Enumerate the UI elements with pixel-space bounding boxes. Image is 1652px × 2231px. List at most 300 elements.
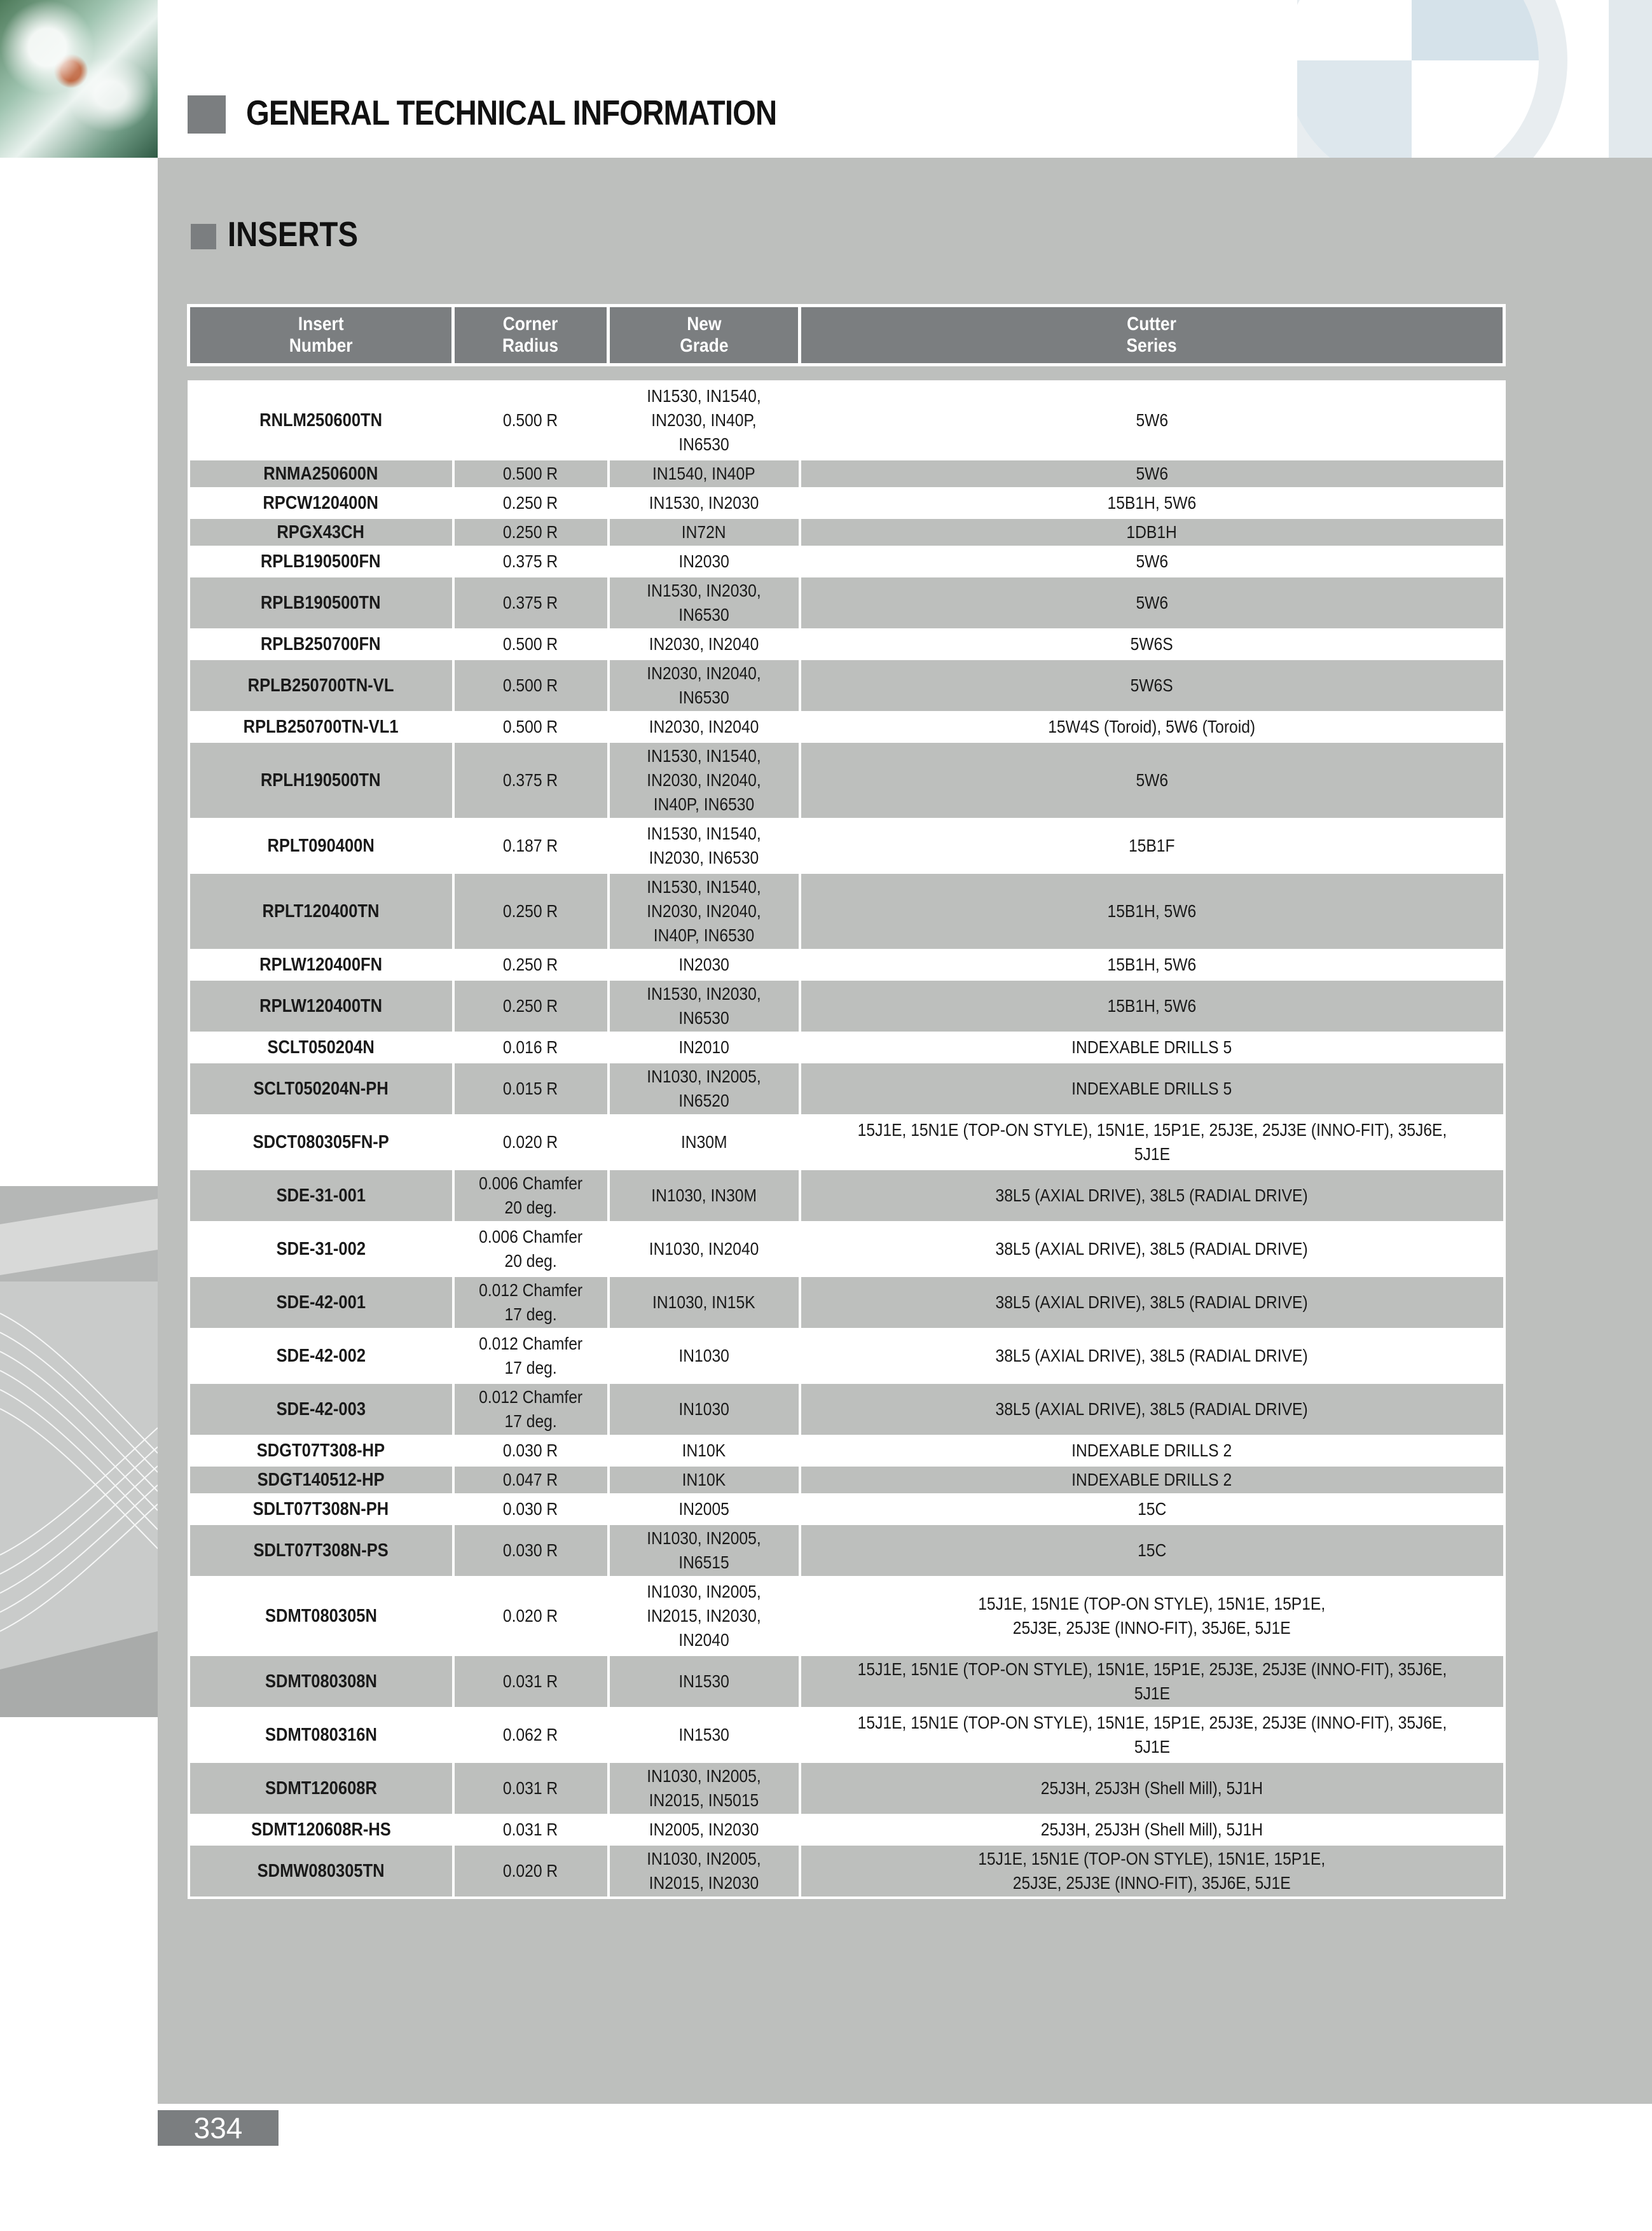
corner-radius-cell <box>453 459 609 488</box>
cell-text: SDLT07T308N-PS <box>253 1540 389 1561</box>
cell-line: IN1540, IN40P <box>652 464 755 483</box>
corner-radius-cell <box>453 950 609 979</box>
part-number-cell <box>189 1524 453 1577</box>
cutter-series-cell <box>800 1383 1504 1436</box>
cell-line: IN2030, IN2040, <box>647 663 761 683</box>
grade-cell <box>609 1436 800 1465</box>
cutter-series-cell <box>800 488 1504 518</box>
table-row <box>189 1495 1504 1524</box>
part-number-cell <box>189 1062 453 1116</box>
part-number-cell <box>189 1815 453 1844</box>
header-insert-number <box>189 306 453 365</box>
cell-text: SCLT050204N <box>267 1037 375 1058</box>
cell-line: 0.375 R <box>503 551 558 571</box>
cell-text: SDMT080305N <box>265 1606 377 1626</box>
cell-line: IN6520 <box>678 1091 729 1110</box>
cell-line: IN1530, IN1540, <box>647 824 761 843</box>
grade-cell <box>609 382 800 459</box>
table-row <box>189 1815 1504 1844</box>
table-row <box>189 1116 1504 1169</box>
corner-radius-cell <box>453 1708 609 1762</box>
cell-line: 15C <box>1137 1540 1167 1560</box>
cell-text: SDCT080305FN-P <box>252 1132 389 1152</box>
cell-line: IN2005, IN2030 <box>649 1820 759 1839</box>
cell-line: 0.031 R <box>503 1778 558 1798</box>
inserts-table <box>187 304 1506 1899</box>
cell-text: RPGX43CH <box>277 522 365 542</box>
grade-cell <box>609 459 800 488</box>
table-row <box>189 459 1504 488</box>
corner-radius-cell <box>453 1524 609 1577</box>
header-line: Number <box>289 335 353 356</box>
cutter-series-cell <box>800 1276 1504 1329</box>
table-row <box>189 547 1504 576</box>
cell-line: IN2015, IN2030, <box>647 1606 761 1626</box>
cell-line: 0.020 R <box>503 1132 558 1152</box>
grade-cell <box>609 630 800 659</box>
cell-line: 15J1E, 15N1E (TOP-ON STYLE), 15N1E, 15P1E, 25J3E, 25J3E (INNO-FIT), 35J6E, 5J1E <box>857 1713 1447 1757</box>
part-number-cell <box>189 547 453 576</box>
cutter-series-cell <box>800 819 1504 873</box>
table-row <box>189 1577 1504 1655</box>
cell-line: 0.250 R <box>503 996 558 1016</box>
grade-cell <box>609 1655 800 1708</box>
part-number-cell <box>189 1383 453 1436</box>
cell-line: 15B1H, 5W6 <box>1107 996 1197 1016</box>
corner-radius-cell <box>453 1815 609 1844</box>
cutter-series-cell <box>800 873 1504 950</box>
corner-radius-cell <box>453 547 609 576</box>
cell-line: 38L5 (AXIAL DRIVE), 38L5 (RADIAL DRIVE) <box>995 1185 1309 1205</box>
grade-cell <box>609 819 800 873</box>
cell-line: IN1530, IN1540, <box>647 877 761 897</box>
grade-cell <box>609 979 800 1033</box>
grade-cell <box>609 1169 800 1222</box>
cell-text: SDE-42-003 <box>276 1399 366 1419</box>
cell-text: RPCW120400N <box>263 493 379 513</box>
grade-cell <box>609 1116 800 1169</box>
corner-radius-cell <box>453 1465 609 1495</box>
cell-line: 15C <box>1137 1499 1167 1519</box>
part-number-cell <box>189 576 453 630</box>
cell-line: IN1530 <box>678 1671 729 1691</box>
cell-text: SDE-31-001 <box>276 1185 366 1206</box>
cell-line: IN2030 <box>678 955 729 974</box>
cell-line: INDEXABLE DRILLS 2 <box>1071 1470 1232 1489</box>
part-number-cell <box>189 819 453 873</box>
cell-line: IN1030 <box>678 1399 729 1419</box>
grade-cell <box>609 1524 800 1577</box>
corner-radius-cell <box>453 712 609 742</box>
cutter-series-cell <box>800 712 1504 742</box>
cell-line: IN10K <box>682 1440 726 1460</box>
grade-cell <box>609 950 800 979</box>
corner-radius-cell <box>453 1033 609 1062</box>
corner-radius-cell <box>453 873 609 950</box>
cutter-series-cell <box>800 1116 1504 1169</box>
cell-line: 0.030 R <box>503 1540 558 1560</box>
grade-cell <box>609 1276 800 1329</box>
grade-cell <box>609 488 800 518</box>
cell-line: 25J3H, 25J3H (Shell Mill), 5J1H <box>1040 1820 1263 1839</box>
cell-line: 0.250 R <box>503 522 558 542</box>
grade-cell <box>609 1577 800 1655</box>
table-row <box>189 488 1504 518</box>
corner-radius-cell <box>453 1062 609 1116</box>
cell-line: 0.031 R <box>503 1820 558 1839</box>
cell-line: 0.047 R <box>503 1470 558 1489</box>
cell-text: RPLW120400FN <box>259 955 382 975</box>
corner-radius-cell <box>453 488 609 518</box>
corner-radius-cell <box>453 1495 609 1524</box>
cell-line: 0.030 R <box>503 1440 558 1460</box>
grade-cell <box>609 1708 800 1762</box>
table-header <box>189 306 1504 382</box>
cell-line: 17 deg. <box>504 1304 557 1324</box>
page-title: GENERAL TECHNICAL INFORMATION <box>246 93 777 132</box>
cutter-series-cell <box>800 382 1504 459</box>
header-line: Grade <box>679 335 729 356</box>
corner-radius-cell <box>453 1329 609 1383</box>
header-corner-radius <box>453 306 609 365</box>
part-number-cell <box>189 1655 453 1708</box>
header-line: New <box>686 314 722 335</box>
cell-line: IN1030, IN2005, <box>647 1849 761 1868</box>
part-number-cell <box>189 659 453 712</box>
grade-cell <box>609 1329 800 1383</box>
cell-line: 0.375 R <box>503 593 558 612</box>
corner-radius-cell <box>453 1844 609 1898</box>
cell-line: 15J1E, 15N1E (TOP-ON STYLE), 15N1E, 15P1E, <box>978 1849 1326 1868</box>
cell-line: 0.012 Chamfer <box>479 1334 582 1353</box>
cell-line: IN1530 <box>678 1725 729 1744</box>
cell-line: 38L5 (AXIAL DRIVE), 38L5 (RADIAL DRIVE) <box>995 1239 1309 1259</box>
cell-line: 0.187 R <box>503 836 558 855</box>
cutter-series-cell <box>800 1762 1504 1815</box>
grade-cell <box>609 547 800 576</box>
corner-radius-cell <box>453 1436 609 1465</box>
corner-radius-cell <box>453 1762 609 1815</box>
cell-line: 5W6 <box>1136 551 1168 571</box>
cell-text: RNMA250600N <box>263 464 378 484</box>
cell-line: 0.500 R <box>503 410 558 430</box>
grade-cell <box>609 1222 800 1276</box>
part-number-cell <box>189 873 453 950</box>
cell-line: 0.250 R <box>503 901 558 921</box>
cell-line: 15J1E, 15N1E (TOP-ON STYLE), 15N1E, 15P1E, 25J3E, 25J3E (INNO-FIT), 35J6E, 5J1E <box>857 1659 1447 1703</box>
corner-radius-cell <box>453 979 609 1033</box>
corner-radius-cell <box>453 1276 609 1329</box>
cutter-series-cell <box>800 1577 1504 1655</box>
cell-text: SDE-31-002 <box>276 1239 366 1259</box>
table-row <box>189 979 1504 1033</box>
cell-line: 5W6S <box>1130 634 1174 654</box>
table-row <box>189 1033 1504 1062</box>
cell-line: 0.500 R <box>503 675 558 695</box>
corner-radius-cell <box>453 1116 609 1169</box>
cell-line: 0.250 R <box>503 955 558 974</box>
header-spacer <box>189 365 1504 382</box>
cell-line: 0.020 R <box>503 1606 558 1626</box>
corner-radius-cell <box>453 819 609 873</box>
part-number-cell <box>189 1329 453 1383</box>
cell-text: SDGT07T308-HP <box>256 1440 385 1461</box>
title-marker <box>188 95 226 134</box>
part-number-cell <box>189 1222 453 1276</box>
cutter-series-cell <box>800 659 1504 712</box>
cutter-series-cell <box>800 1169 1504 1222</box>
part-number-cell <box>189 1169 453 1222</box>
cell-text: SDMT120608R-HS <box>251 1820 391 1840</box>
cell-line: 0.500 R <box>503 634 558 654</box>
corner-radius-cell <box>453 1577 609 1655</box>
cell-line: IN1030, IN15K <box>652 1292 755 1312</box>
part-number-cell <box>189 459 453 488</box>
grade-cell <box>609 518 800 547</box>
table-row <box>189 1222 1504 1276</box>
corner-radius-cell <box>453 1169 609 1222</box>
cell-line: 0.030 R <box>503 1499 558 1519</box>
cell-line: 0.250 R <box>503 493 558 513</box>
cell-text: SDGT140512-HP <box>257 1470 385 1490</box>
cell-line: IN2005 <box>678 1499 729 1519</box>
cell-line: IN1530, IN1540, <box>647 386 761 406</box>
cell-line: IN1030, IN2005, <box>647 1528 761 1548</box>
cutter-series-cell <box>800 1033 1504 1062</box>
grade-cell <box>609 712 800 742</box>
grade-cell <box>609 1815 800 1844</box>
table-row <box>189 1844 1504 1898</box>
cell-line: 15J1E, 15N1E (TOP-ON STYLE), 15N1E, 15P1E, <box>978 1594 1326 1613</box>
cell-line: 1DB1H <box>1126 522 1178 542</box>
cell-line: 25J3H, 25J3H (Shell Mill), 5J1H <box>1040 1778 1263 1798</box>
cell-text: RPLB190500FN <box>261 551 381 572</box>
table-row <box>189 1708 1504 1762</box>
cell-line: 25J3E, 25J3E (INNO-FIT), 35J6E, 5J1E <box>1013 1618 1291 1638</box>
grade-cell <box>609 1033 800 1062</box>
cell-line: IN2030, IN2040 <box>649 634 759 654</box>
cell-line: IN72N <box>682 522 726 542</box>
cutter-series-cell <box>800 1524 1504 1577</box>
table-row <box>189 659 1504 712</box>
cutter-series-cell <box>800 547 1504 576</box>
cell-line: 38L5 (AXIAL DRIVE), 38L5 (RADIAL DRIVE) <box>995 1292 1309 1312</box>
table-row <box>189 382 1504 459</box>
corner-radius-cell <box>453 1383 609 1436</box>
part-number-cell <box>189 630 453 659</box>
cell-line: 0.006 Chamfer <box>479 1227 582 1247</box>
cell-text: RPLW120400TN <box>259 996 382 1016</box>
cell-line: 5W6 <box>1136 593 1168 612</box>
grade-cell <box>609 1762 800 1815</box>
cell-line: IN1030, IN2005, <box>647 1582 761 1601</box>
cell-line: 0.015 R <box>503 1079 558 1098</box>
cutter-series-cell <box>800 459 1504 488</box>
part-number-cell <box>189 1577 453 1655</box>
corner-radius-cell <box>453 382 609 459</box>
header-row <box>189 306 1504 365</box>
cutter-series-cell <box>800 1222 1504 1276</box>
corner-radius-cell <box>453 576 609 630</box>
cutter-series-cell <box>800 979 1504 1033</box>
cell-line: INDEXABLE DRILLS 5 <box>1071 1079 1232 1098</box>
cell-line: IN1530, IN2030, <box>647 581 761 600</box>
cell-line: 0.006 Chamfer <box>479 1173 582 1193</box>
cell-line: 0.062 R <box>503 1725 558 1744</box>
part-number-cell <box>189 979 453 1033</box>
cutter-series-cell <box>800 742 1504 819</box>
cell-line: IN2030, IN2040 <box>649 717 759 736</box>
cell-line: 5W6 <box>1136 770 1168 790</box>
table-row <box>189 1465 1504 1495</box>
part-number-cell <box>189 1276 453 1329</box>
cell-line: IN2010 <box>678 1037 729 1057</box>
cell-line: IN1530, IN2030 <box>649 493 759 513</box>
cell-line: IN40P, IN6530 <box>653 925 755 945</box>
table-row <box>189 518 1504 547</box>
part-number-cell <box>189 1495 453 1524</box>
cutter-series-cell <box>800 1465 1504 1495</box>
part-number-cell <box>189 712 453 742</box>
corner-radius-cell <box>453 659 609 712</box>
corner-radius-cell <box>453 1655 609 1708</box>
part-number-cell <box>189 1116 453 1169</box>
section-title: INSERTS <box>228 214 359 254</box>
cell-text: SDMT080308N <box>265 1671 377 1692</box>
cell-line: IN6530 <box>678 687 729 707</box>
cell-line: IN2030, IN40P, <box>651 410 757 430</box>
table-row <box>189 873 1504 950</box>
cell-line: INDEXABLE DRILLS 2 <box>1071 1440 1232 1460</box>
table-row <box>189 819 1504 873</box>
cell-text: RPLB250700FN <box>261 634 381 654</box>
cell-line: 5W6 <box>1136 464 1168 483</box>
cell-text: SDMT080316N <box>265 1725 377 1745</box>
corner-radius-cell <box>453 518 609 547</box>
table-row <box>189 1524 1504 1577</box>
cell-line: IN30M <box>680 1132 727 1152</box>
cell-line: 25J3E, 25J3E (INNO-FIT), 35J6E, 5J1E <box>1013 1873 1291 1893</box>
cell-text: RPLB250700TN-VL <box>247 675 394 696</box>
cell-text: RPLB250700TN-VL1 <box>243 717 399 737</box>
cell-text: SDE-42-002 <box>276 1346 366 1366</box>
cell-text: RPLT120400TN <box>262 901 380 922</box>
cell-line: 0.012 Chamfer <box>479 1280 582 1300</box>
table-row <box>189 1169 1504 1222</box>
cell-line: 0.012 Chamfer <box>479 1387 582 1407</box>
cell-text: RNLM250600TN <box>259 410 382 431</box>
cell-line: IN6530 <box>678 1008 729 1028</box>
cell-line: 15J1E, 15N1E (TOP-ON STYLE), 15N1E, 15P1E, 25J3E, 25J3E (INNO-FIT), 35J6E, 5J1E <box>857 1120 1447 1164</box>
cell-line: 20 deg. <box>504 1198 557 1217</box>
part-number-cell <box>189 1033 453 1062</box>
cell-line: IN10K <box>682 1470 726 1489</box>
decorative-circle-graphic <box>1297 0 1652 158</box>
header-line: Series <box>1126 335 1178 356</box>
cell-line: IN6515 <box>678 1552 729 1572</box>
table-row <box>189 1762 1504 1815</box>
header-line: Cutter <box>1127 314 1177 335</box>
cell-text: SDMW080305TN <box>257 1861 385 1881</box>
cell-line: 38L5 (AXIAL DRIVE), 38L5 (RADIAL DRIVE) <box>995 1346 1309 1365</box>
header-line: Insert <box>298 314 344 335</box>
grade-cell <box>609 1465 800 1495</box>
cell-text: RPLB190500TN <box>261 593 381 613</box>
cutter-series-cell <box>800 1329 1504 1383</box>
cell-line: IN40P, IN6530 <box>653 794 755 814</box>
cutter-series-cell <box>800 1062 1504 1116</box>
cell-line: 38L5 (AXIAL DRIVE), 38L5 (RADIAL DRIVE) <box>995 1399 1309 1419</box>
grade-cell <box>609 1844 800 1898</box>
part-number-cell <box>189 950 453 979</box>
cell-line: 5W6 <box>1136 410 1168 430</box>
cell-line: IN2040 <box>678 1630 729 1650</box>
cell-line: IN2015, IN2030 <box>649 1873 759 1893</box>
cell-line: IN2030 <box>678 551 729 571</box>
cell-line: IN1030, IN2040 <box>649 1239 759 1259</box>
cell-text: RPLH190500TN <box>261 770 381 791</box>
part-number-cell <box>189 382 453 459</box>
cell-text: RPLT090400N <box>267 836 375 856</box>
cell-line: IN2030, IN2040, <box>647 901 761 921</box>
grade-cell <box>609 659 800 712</box>
cell-text: SDLT07T308N-PH <box>252 1499 389 1519</box>
header-cutter-series <box>800 306 1504 365</box>
cutter-series-cell <box>800 1655 1504 1708</box>
table-row <box>189 712 1504 742</box>
cutter-series-cell <box>800 518 1504 547</box>
part-number-cell <box>189 1708 453 1762</box>
part-number-cell <box>189 1762 453 1815</box>
table-row <box>189 1436 1504 1465</box>
table-row <box>189 576 1504 630</box>
cell-line: 0.500 R <box>503 717 558 736</box>
cell-line: 17 deg. <box>504 1358 557 1378</box>
cell-line: 0.500 R <box>503 464 558 483</box>
page-number: 334 <box>193 2111 243 2145</box>
cutter-series-cell <box>800 1495 1504 1524</box>
header-photo <box>0 0 158 158</box>
cell-line: IN1530, IN1540, <box>647 746 761 766</box>
cutter-series-cell <box>800 1708 1504 1762</box>
table-body <box>189 382 1504 1898</box>
part-number-cell <box>189 1465 453 1495</box>
cell-line: 20 deg. <box>504 1251 557 1271</box>
cell-line: IN2015, IN5015 <box>649 1790 759 1810</box>
part-number-cell <box>189 742 453 819</box>
cell-line: IN1030, IN2005, <box>647 1067 761 1086</box>
cell-line: 15B1H, 5W6 <box>1107 901 1197 921</box>
part-number-cell <box>189 488 453 518</box>
table-row <box>189 1655 1504 1708</box>
corner-radius-cell <box>453 742 609 819</box>
cell-line: 15W4S (Toroid), 5W6 (Toroid) <box>1048 717 1256 736</box>
cutter-series-cell <box>800 1436 1504 1465</box>
cell-line: 15B1H, 5W6 <box>1107 955 1197 974</box>
cell-line: IN1530, IN2030, <box>647 984 761 1004</box>
corner-radius-cell <box>453 630 609 659</box>
cell-line: INDEXABLE DRILLS 5 <box>1071 1037 1232 1057</box>
cell-line: IN1030, IN30M <box>651 1185 757 1205</box>
section-marker <box>191 224 216 249</box>
cell-line: IN1030, IN2005, <box>647 1766 761 1786</box>
header-new-grade <box>609 306 800 365</box>
header-line: Radius <box>502 335 559 356</box>
cell-line: 15B1H, 5W6 <box>1107 493 1197 513</box>
cell-text: SDE-42-001 <box>276 1292 366 1313</box>
cell-line: IN6530 <box>678 605 729 625</box>
grade-cell <box>609 1062 800 1116</box>
